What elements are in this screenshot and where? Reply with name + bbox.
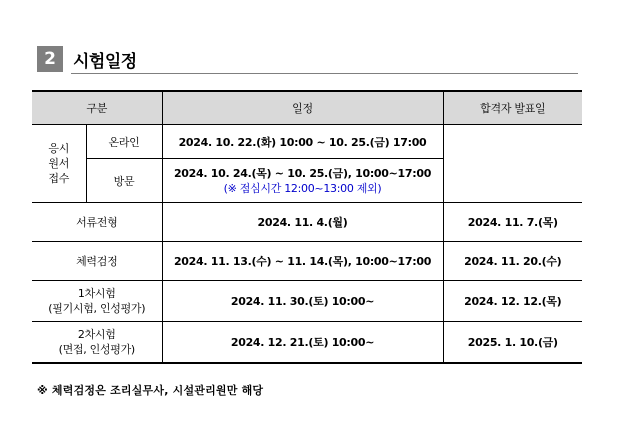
visit-method: 방문	[86, 159, 162, 203]
row-schedule: 2024. 11. 4.(월)	[162, 203, 443, 242]
online-schedule: 2024. 10. 22.(화) 10:00 ~ 10. 25.(금) 17:00	[162, 125, 443, 159]
row-name: 2차시험 (면접, 인성평가)	[32, 322, 162, 364]
visit-lunch-note: (※ 점심시간 12:00~13:00 제외)	[223, 181, 382, 195]
table-row-first-exam	[32, 281, 582, 322]
row-name: 체력검정	[32, 242, 162, 281]
table-row-physical	[32, 242, 582, 281]
visit-schedule-text: 2024. 10. 24.(목) ~ 10. 25.(금), 10:00~17:00	[173, 166, 432, 180]
row-name: 서류전형	[32, 203, 162, 242]
section-number-badge: 2	[37, 46, 63, 72]
section-underline	[71, 73, 578, 74]
exam-schedule-table	[32, 90, 582, 364]
section-title: 시험일정	[73, 52, 137, 72]
visit-schedule	[162, 159, 443, 203]
table-row-second-exam	[32, 322, 582, 364]
table-row-online	[32, 125, 582, 159]
table-header-row	[32, 91, 582, 125]
header-category: 구분	[32, 91, 162, 125]
section-header	[37, 44, 578, 74]
row-name: 1차시험 (필기시험, 인성평가)	[32, 281, 162, 322]
row-announcement: 2024. 11. 20.(수)	[443, 242, 582, 281]
application-announcement-empty	[443, 125, 582, 203]
row-schedule: 2024. 11. 30.(토) 10:00~	[162, 281, 443, 322]
header-schedule: 일정	[162, 91, 443, 125]
row-announcement: 2025. 1. 10.(금)	[443, 322, 582, 364]
table-row-document	[32, 203, 582, 242]
header-announcement: 합격자 발표일	[443, 91, 582, 125]
footnote: ※ 체력검정은 조리실무사, 시설관리원만 해당	[37, 384, 264, 397]
online-method: 온라인	[86, 125, 162, 159]
row-announcement: 2024. 11. 7.(목)	[443, 203, 582, 242]
row-schedule: 2024. 12. 21.(토) 10:00~	[162, 322, 443, 364]
application-label: 응시 원서 접수	[32, 125, 86, 203]
row-schedule: 2024. 11. 13.(수) ~ 11. 14.(목), 10:00~17:00	[162, 242, 443, 281]
row-announcement: 2024. 12. 12.(목)	[443, 281, 582, 322]
